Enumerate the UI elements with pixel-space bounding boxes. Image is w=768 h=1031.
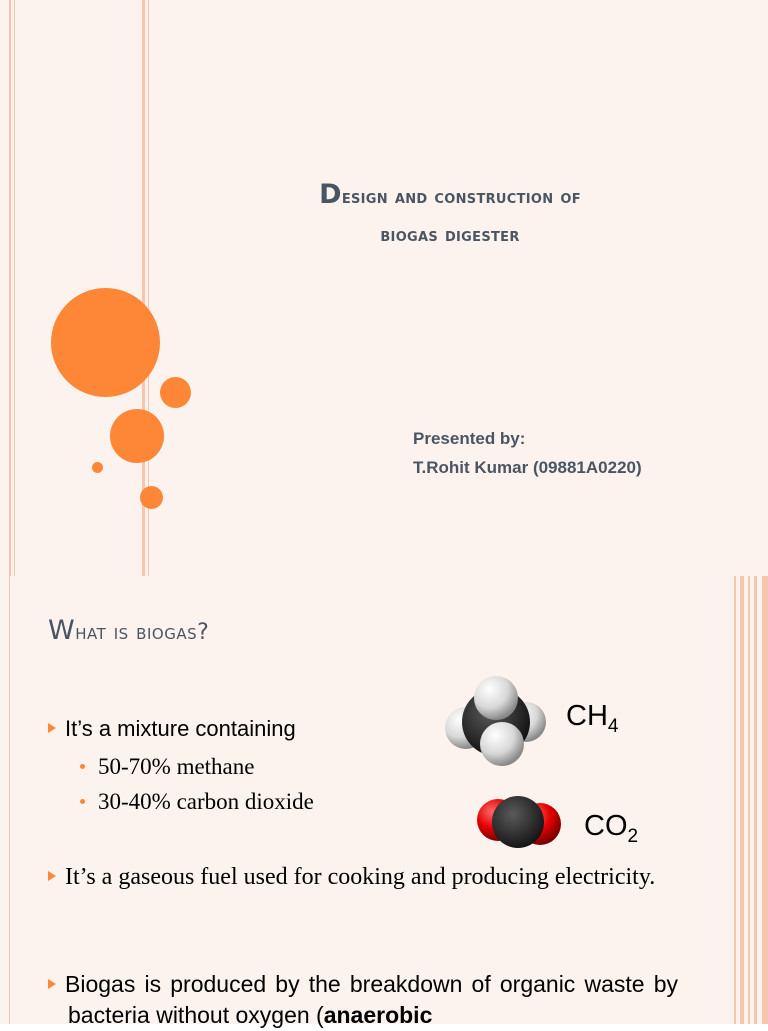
ch4-formula: $CH_4$: [566, 700, 619, 737]
decor-stripe: [9, 0, 11, 576]
bullet-production: Biogas is produced by the breakdown of organic waste by bacteria without oxygen (anaerobic: [48, 969, 678, 1031]
bullet-arrow-icon: [48, 723, 56, 733]
bullet-arrow-icon: [48, 871, 56, 881]
bullet-fuel: It’s a gaseous fuel used for cooking and producing electricity.: [48, 862, 678, 893]
bullet-mixture: It’s a mixture containing: [48, 716, 658, 742]
decor-stripe: [740, 576, 744, 1024]
sub-bullet-methane: 50-70% methane: [80, 754, 254, 780]
methane-molecule-icon: [442, 672, 550, 772]
decor-stripe: [762, 576, 768, 1024]
content-title: What is biogas?: [48, 615, 210, 646]
presenter-name: T.Rohit Kumar (09881A0220): [413, 458, 642, 477]
presented-label: Presented by:: [413, 429, 526, 448]
decor-stripe: [9, 576, 10, 1024]
sub-bullet-co2: 30-40% carbon dioxide: [80, 789, 314, 815]
decor-stripe: [754, 576, 757, 1024]
decor-stripe: [14, 0, 15, 576]
decor-circle: [92, 462, 103, 473]
decor-circle: [110, 409, 164, 463]
co2-formula: $CO_2$: [584, 810, 639, 847]
slide-title: Design and construction of biogas digester: [319, 179, 581, 246]
decor-circle: [160, 377, 191, 408]
presenter-info: [413, 424, 642, 482]
carbon-dioxide-molecule-icon: [476, 790, 564, 856]
decor-stripe: [748, 576, 750, 1024]
decor-stripe: [734, 576, 736, 1024]
bullet-dot-icon: [80, 799, 85, 804]
decor-circle: [51, 288, 160, 397]
decor-circle: [140, 486, 163, 509]
bullet-dot-icon: [80, 764, 85, 769]
bullet-arrow-icon: [48, 979, 56, 989]
